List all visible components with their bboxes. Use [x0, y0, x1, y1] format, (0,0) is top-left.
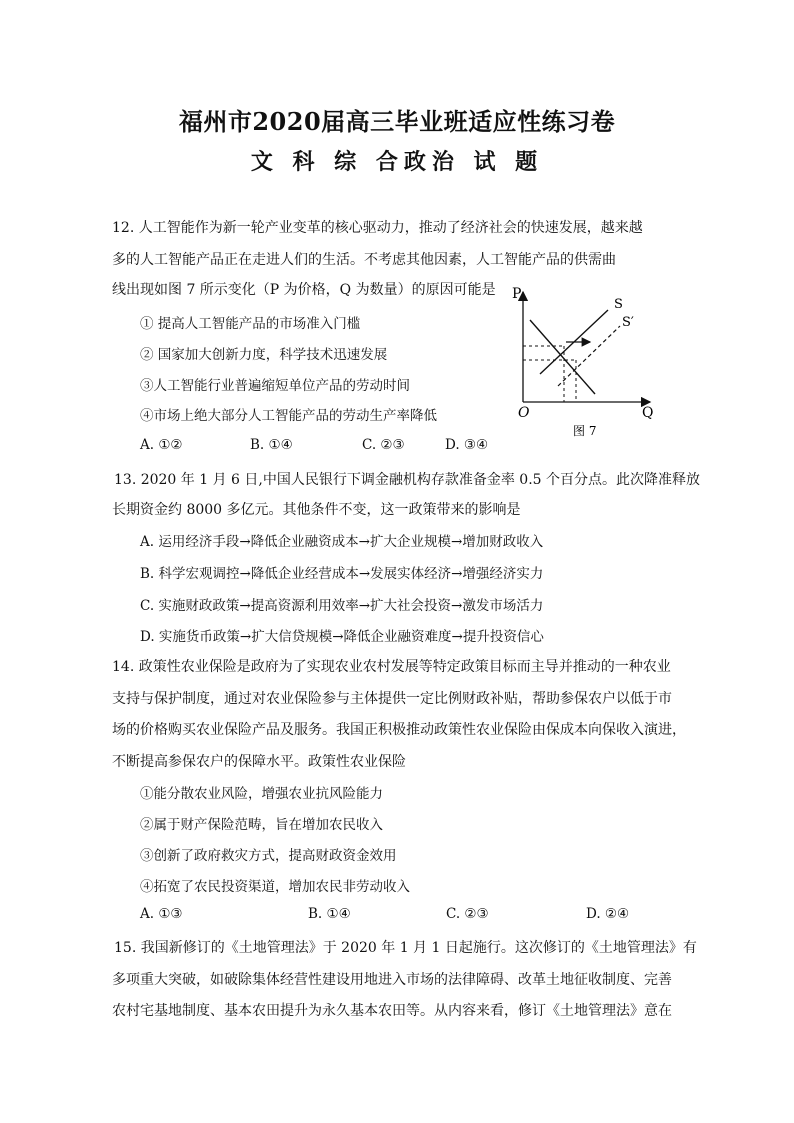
question-12-line: 线出现如图 7 所示变化（P 为价格，Q 为数量）的原因可能是 — [112, 282, 496, 298]
question-13-line: 长期资金约 8000 多亿元。其他条件不变，这一政策带来的影响是 — [112, 502, 521, 518]
answer-choice-d: D. ②④ — [586, 906, 630, 922]
question-14-line: 支持与保护制度，通过对农业保险参与主体提供一定比例财政补贴，帮助参保农户以低于市 — [112, 691, 672, 707]
question-14-option: ②属于财产保险范畴，旨在增加农民收入 — [140, 817, 383, 833]
p-axis-label: P — [512, 286, 522, 302]
question-14-option: ④拓宽了农民投资渠道，增加农民非劳动收入 — [140, 879, 410, 895]
question-12-option: ② 国家加大创新力度，科学技术迅速发展 — [140, 347, 388, 363]
question-13-option: D. 实施货币政策→扩大信贷规模→降低企业融资难度→提升投资信心 — [140, 629, 544, 645]
answer-choice-c: C. ②③ — [446, 906, 489, 922]
question-15-line: 15. 我国新修订的《土地管理法》于 2020 年 1 月 1 日起施行。这次修订的《土地管理法》有 — [114, 940, 697, 956]
answer-choice-c: C. ②③ — [362, 437, 405, 453]
question-14-option: ③创新了政府救灾方式，提高财政资金效用 — [140, 848, 397, 864]
answer-choice-d: D. ③④ — [445, 437, 489, 453]
question-13-option: B. 科学宏观调控→降低企业经营成本→发展实体经济→增强经济实力 — [140, 566, 544, 582]
answer-choice-b: B. ①④ — [308, 906, 351, 922]
question-14-option: ①能分散农业风险，增强农业抗风险能力 — [140, 786, 383, 802]
question-13-option: C. 实施财政政策→提高资源利用效率→扩大社会投资→激发市场活力 — [140, 598, 544, 614]
figure-supply-demand — [500, 282, 670, 442]
answer-choice-b: B. ①④ — [250, 437, 293, 453]
q-axis-label: Q — [642, 405, 654, 421]
origin-label: O — [518, 405, 530, 421]
question-12-option: ① 提高人工智能产品的市场准入门槛 — [140, 316, 361, 332]
question-14-line: 场的价格购买农业保险产品及服务。我国正积极推动政策性农业保险由保成本向保收入演进， — [112, 722, 686, 738]
question-14-line: 不断提高参保农户的保障水平。政策性农业保险 — [112, 754, 406, 770]
page-subtitle: 文 科 综 合政治 试 题 — [250, 149, 544, 175]
question-12-option: ③人工智能行业普遍缩短单位产品的劳动时间 — [140, 378, 410, 394]
answer-choice-a: A. ①② — [140, 437, 183, 453]
question-15-line: 农村宅基地制度、基本农田提升为永久基本农田等。从内容来看，修订《土地管理法》意在 — [112, 1003, 672, 1019]
answer-choice-a: A. ①③ — [140, 906, 183, 922]
figure-caption: 图 7 — [573, 424, 597, 438]
supply-curve-s-prime — [558, 326, 620, 386]
supply-s-label: S — [614, 297, 623, 312]
question-12-line: 12. 人工智能作为新一轮产业变革的核心驱动力，推动了经济社会的快速发展，越来越 — [112, 220, 643, 236]
question-13-option: A. 运用经济手段→降低企业融资成本→扩大企业规模→增加财政收入 — [140, 534, 544, 550]
supply-s-prime-label: S′ — [622, 315, 634, 330]
question-13-line: 13. 2020 年 1 月 6 日,中国人民银行下调金融机构存款准备金率 0.5 个百分点。此次降准释放 — [114, 472, 701, 488]
question-12-line: 多的人工智能产品正在走进人们的生活。不考虑其他因素，人工智能产品的供需曲 — [112, 252, 616, 268]
question-12-option: ④市场上绝大部分人工智能产品的劳动生产率降低 — [140, 408, 437, 424]
question-15-line: 多项重大突破，如破除集体经营性建设用地进入市场的法律障碍、改革土地征收制度、完善 — [112, 972, 672, 988]
question-14-line: 14. 政策性农业保险是政府为了实现农业农村发展等特定政策目标而主导并推动的一种农业 — [112, 659, 671, 675]
page-title: 福州市2020届高三毕业班适应性练习卷 — [178, 107, 616, 136]
